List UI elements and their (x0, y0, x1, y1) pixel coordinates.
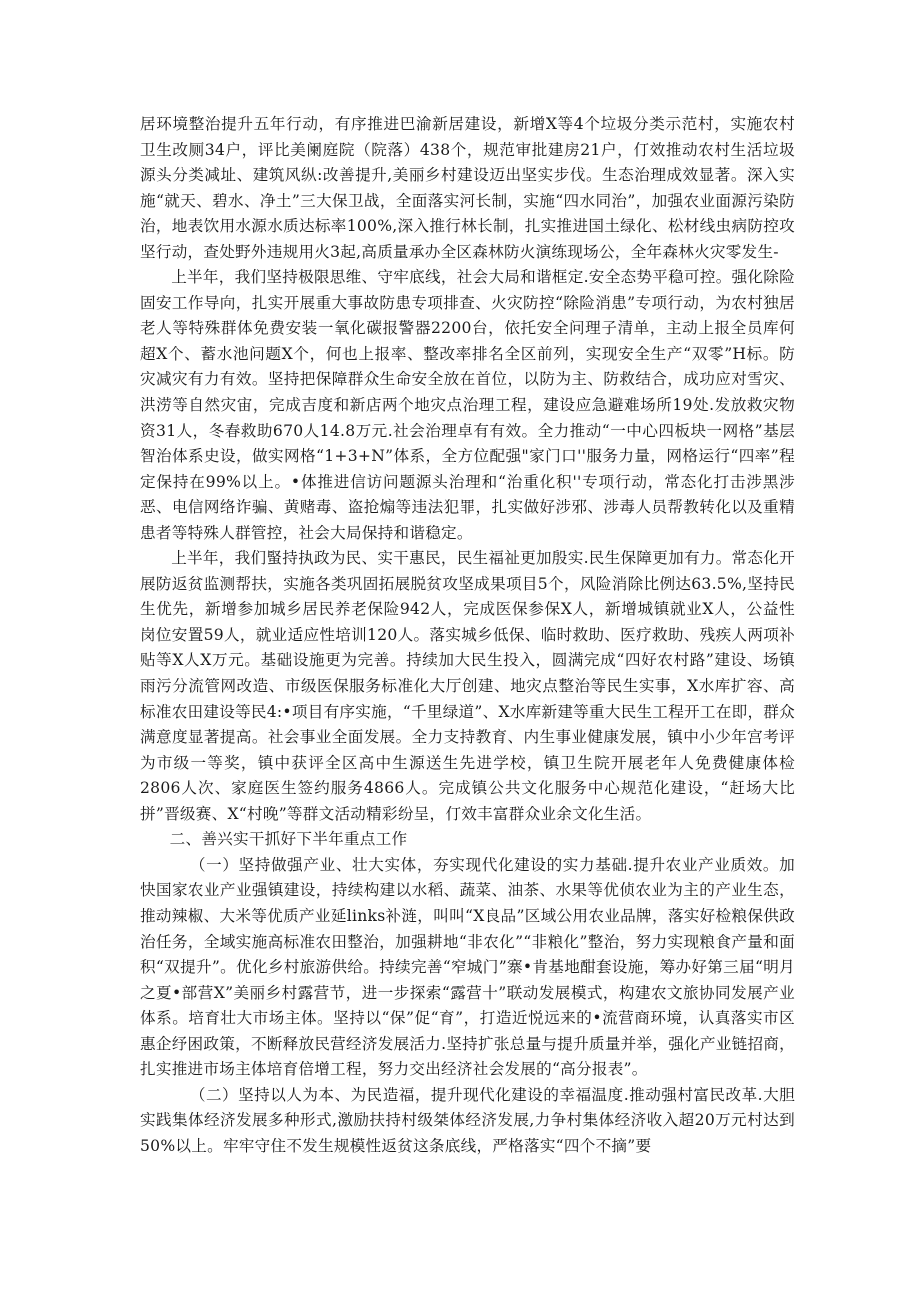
paragraph-people: （二）坚持以人为本、为民造福，提升现代化建设的幸福温度.推动强村富民改革.大胆实践集体经济发展多种形式,激励扶持村级桀体经济发展,力争村集体经济收入超20万元村达到50%以上。牢牢守住不发生规模性返贫这条底线，严格落实“四个不摘”要 (140, 1085, 795, 1155)
paragraph-livelihood: 上半年，我们蜸持执政为民、实干惠民，民生福祉更加殷实.民生保障更加有力。常态化开展防返贫监测帮扶，实施各类巩固拓展脱贫攻坚成果项目5个，风险消除比例达63.5%,坚持民生优先，新增参加城乡居民养老保险942人，完成医保参保X人，新增城镇就业X人，公益性岗位安置59人，就业适应性培训120人。落实城乡低保、临时救助、医疗救助、残疾人两项补贴等X人X万元。基础设施更为完善。持续加大民生投入，圆满完成“四好农村路”建设、场镇雨污分流管网改造、市级医保服务标准化大厅创建、地灾点整治等民生实事，X水库扩容、高标准农田建设等民4:•项目有序实施，“千里绿道”、X水库新建等重大民生工程开工在即，群众满意度显著提高。社会事业全面发展。全力支持教育、内生事业健康发展，镇中小少年宫考评为市级一等奖，镇中获评全区高中生源送生先进学校，镇卫生院开展老年人免费健康体检2806人次、家庭医生签约服务4866人。完成镇公共文化服务中心规范化建设，“赶场大比拼”晋级赛、X“村晚”等群文活动精彩纷呈，仃效丰富群众业余文化生活。 (140, 549, 795, 823)
section-heading-2: 二、善兴实干抓好下半年重点工作 (169, 830, 408, 849)
document-body (140, 112, 795, 1159)
paragraph-safety: 上半年，我们坚持极限思维、守牢底线，社会大局和谐框定.安全态势平稳可控。强化除险固安工作导向，扎实开展重大事故防患专项排查、火灾防控“除险消患”专项行动，为农村独居老人等特殊群体免费安装一氧化碳报警器2200台，依托安全问理子清单，主动上报全员库何超X个、蓄水池问题X个，何也上报率、整改率排名全区前列，实现安全生产“双零”H标。防灾减灾有力有效。坚持把保障群众生命安全放在首位，以防为主、防救结合，成功应对雪灾、洪涝等自然灾宙，完成吉度和新店两个地灾点治理工程，建设应急避难场所19处.发放救灾物资31人，冬春救助670人14.8万元.社会治理卓有有效。全力推动“一中心四板块一网格”基层智治体系史设，做实网格“1+3+N”体系，全方位配强"家门口''服务力量，网格运行“四率”程定保持在99%以上。•体推进信访问题源头治理和“治重化积''专项行动，常态化打击涉黑涉恶、电信网络诈骗、黄赌毒、盗抢煽等违法犯罪，扎实做好涉邪、涉毒人员帮教转化以及重精患者等特殊人群管控，社会大局保持和谐稳定。 (140, 268, 795, 542)
paragraph-industry: （一）坚持做强产业、壮大实体，夯实现代化建设的实力基础.提升农业产业质效。加快国家农业产业强镇建设，持续构建以水稻、蔬菜、油茶、水果等优侦农业为主的产业生态，推动辣椒、大米等优质产业延links补涟，叫叫“X良品”区域公用农业品牌，落实好检粮保供政治任务，全域实施高标准农田整治，加强耕地“非农化”“非粮化”整治，努力实现粮食产量和面积“双提升”。优化乡村旅游供给。持续完善“窄城门”寨•肯基地酣套设施，筹办好第三届“明月之夏•部营X”美丽乡村露营节，进一步探索“露营十”联动发展模式，构建农文旅协同发展产业体系。培育壮大市场主体。坚持以“保”促“育”，打造近悦远来的•流营商环境，认真落实市区惠企纾困政策，不断释放民营经济发展活力.坚持扩张总量与提升质量并举，强化产业链招商，扎实推进市场主体培育倍增工程，努力交出经济社会发展的“高分报表”。 (140, 855, 795, 1079)
paragraph-ecology: 居环境整治提升五年行动，有序推进巴渝新居建设，新增X等4个垃圾分类示范村，实施农村卫生改厕34户，评比美阑庭院（院落）438个，规范审批建房21户，仃效推动农村生活垃圾源头分类减址、建筑风纵:改善提升,美丽乡村建设迈出坚实步伐。生态治理成效显著。深入实施“就天、碧水、净土”三大保卫战，全面落实河长制，实施“四水同治”，加强农业面源污染防治，地表饮用水源水质达标率100%,深入推行林长制，扎实推进国土绿化、松材线虫病防控攻坚行动，查处野外违规用火3起,高质量承办全区森林防火演练现场公，全年森林火灾零发生- (140, 115, 795, 261)
